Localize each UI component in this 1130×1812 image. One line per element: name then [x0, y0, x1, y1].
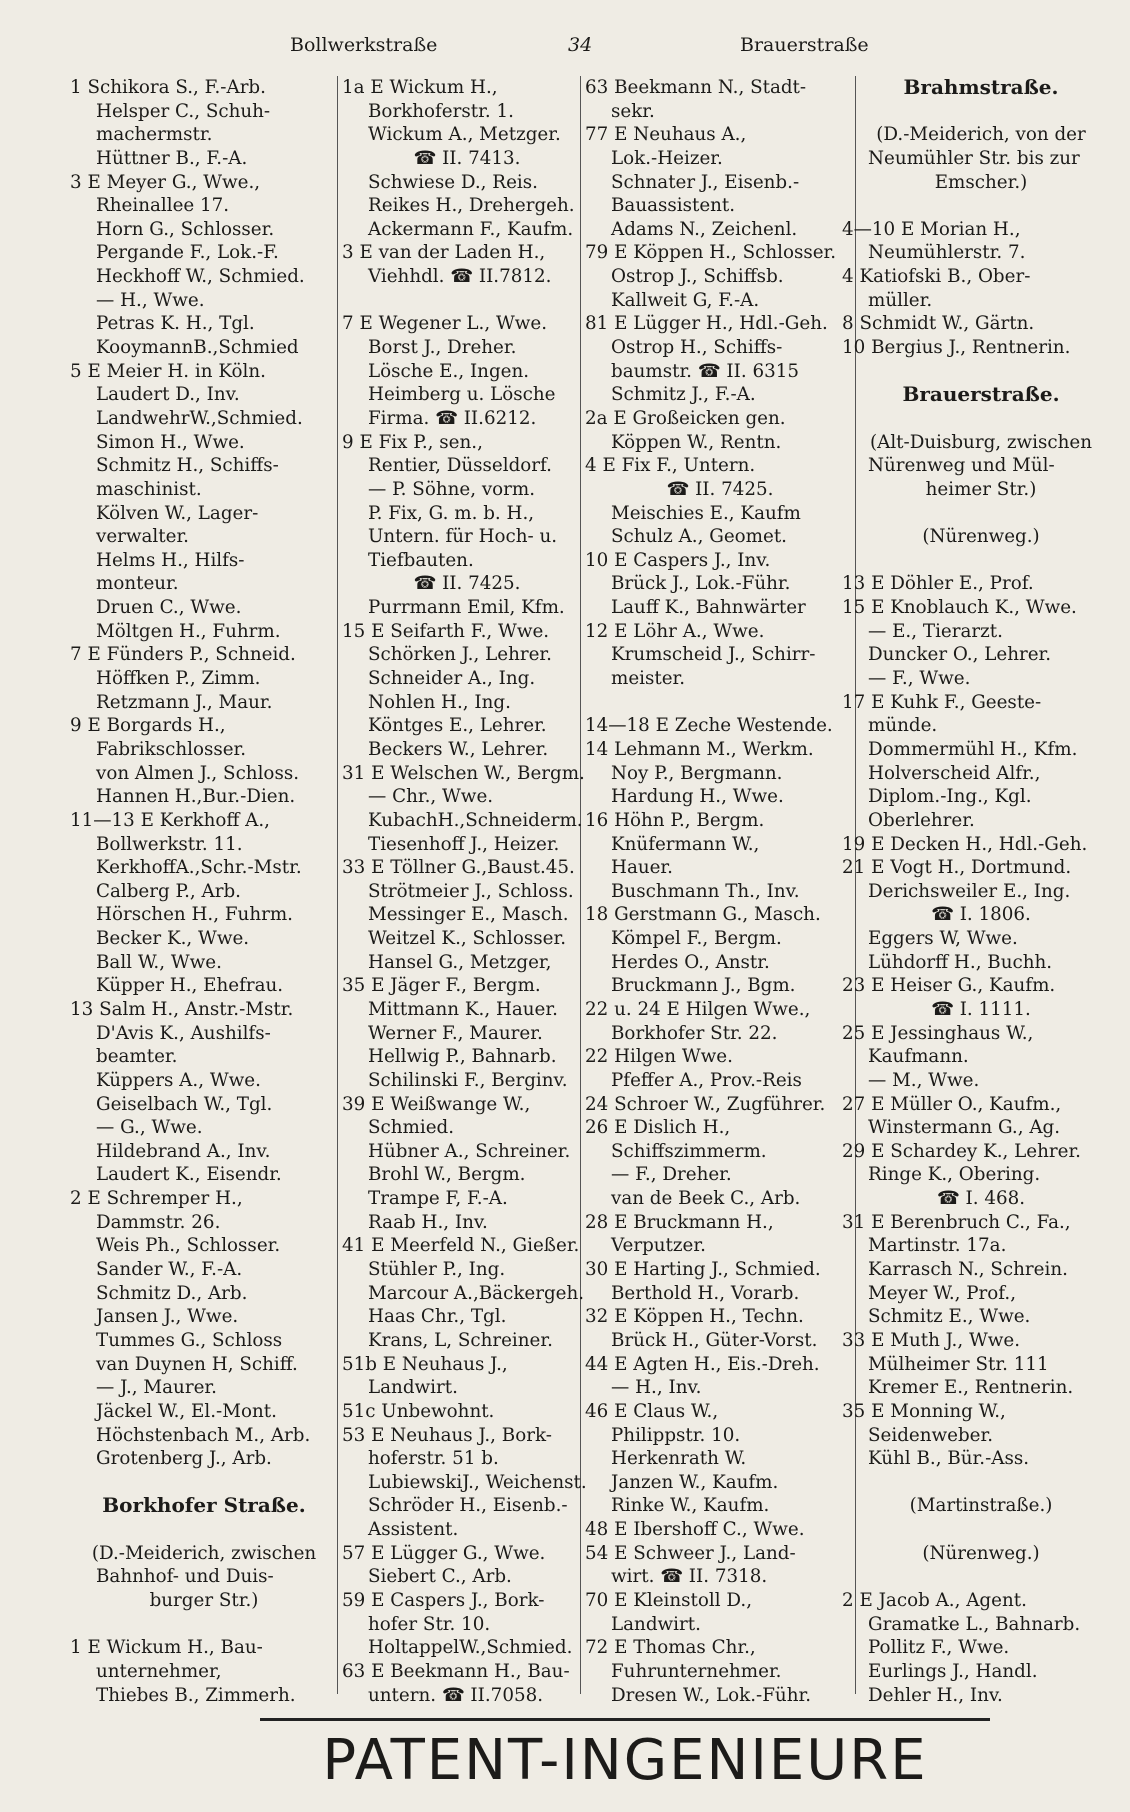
resident-entry: — M., Wwe. — [868, 1069, 980, 1091]
spacer — [842, 1565, 1120, 1589]
street-note: (Martinstraße.) — [909, 1495, 1053, 1517]
house-entry: 63 Beekmann N., Stadt- — [585, 77, 807, 98]
resident-entry: Noy P., Bergmann. — [611, 762, 783, 784]
resident-entry: untern. ☎ II.7058. — [368, 1684, 544, 1706]
resident-entry: monteur. — [96, 573, 179, 595]
resident-entry: LubiewskiJ., Weichenst. — [368, 1471, 587, 1493]
resident-entry: Lühdorff H., Buchh. — [868, 951, 1053, 973]
house-entry: 9 E Fix P., sen., — [342, 431, 483, 453]
resident-entry: Lösche E., Ingen. — [368, 360, 530, 382]
resident-entry: Sander W., F.-A. — [96, 1259, 243, 1281]
resident-entry: Kallweit G, F.-A. — [611, 289, 760, 311]
house-entry: 8 Schmidt W., Gärtn. — [842, 313, 1035, 335]
house-entry: 4 Katiofski B., Ober- — [842, 266, 1031, 288]
page-number: 34 — [568, 34, 593, 56]
resident-entry: Martinstr. 17a. — [868, 1235, 1007, 1257]
house-entry: 24 Schroer W., Zugführer. — [585, 1093, 826, 1115]
resident-entry: Borst J., Dreher. — [368, 337, 517, 359]
resident-entry: von Almen J., Schloss. — [96, 762, 300, 784]
resident-entry: — H., Inv. — [611, 1377, 702, 1399]
resident-entry: Meischies E., Kaufm — [611, 502, 801, 524]
resident-entry: Stühler P., Ing. — [368, 1259, 506, 1281]
house-entry: 35 E Monning W., — [842, 1400, 1006, 1422]
house-entry: 33 E Töllner G.,Baust.45. — [342, 857, 575, 879]
resident-entry: Ball W., Wwe. — [96, 951, 222, 973]
resident-entry: Helms H., Hilfs- — [96, 549, 245, 571]
house-entry: 16 Höhn P., Bergm. — [585, 809, 765, 831]
house-entry: 53 E Neuhaus J., Bork- — [342, 1424, 552, 1446]
resident-entry: Dresen W., Lok.-Führ. — [611, 1684, 812, 1706]
house-entry: 25 E Jessinghaus W., — [842, 1022, 1034, 1044]
house-entry: 3 E Meyer G., Wwe., — [70, 171, 261, 193]
resident-entry: Janzen W., Kaufm. — [611, 1471, 779, 1493]
resident-entry: Verputzer. — [611, 1235, 706, 1257]
resident-entry: Nürenweg und Mül- — [868, 455, 1055, 477]
resident-entry: Landwirt. — [611, 1613, 701, 1635]
resident-entry: Trampe F, F.-A. — [368, 1188, 508, 1210]
resident-entry: Geiselbach W., Tgl. — [96, 1093, 273, 1115]
resident-entry: Kühl B., Bür.-Ass. — [868, 1448, 1030, 1470]
resident-entry: Raab H., Inv. — [368, 1211, 488, 1233]
resident-entry: unternehmer, — [96, 1660, 222, 1682]
resident-entry: Fabrikschlosser. — [96, 738, 247, 760]
resident-entry: Hörschen H., Fuhrm. — [96, 904, 293, 926]
resident-entry: Eurlings J., Handl. — [868, 1660, 1038, 1682]
resident-entry: Hannen H.,Bur.-Dien. — [96, 786, 296, 808]
resident-entry: Ostrop J., Schiffsb. — [611, 266, 784, 288]
resident-entry: Hardung H., Wwe. — [611, 786, 784, 808]
resident-entry: Lauff K., Bahnwärter — [611, 597, 806, 619]
resident-entry: Reikes H., Drehergeh. — [368, 195, 575, 217]
resident-entry: van Duynen H, Schiff. — [96, 1353, 298, 1375]
house-entry: 30 E Harting J., Schmied. — [585, 1259, 821, 1281]
street-note: (D.-Meiderich, von der — [876, 124, 1086, 146]
house-entry: 1a E Wickum H., — [342, 77, 498, 98]
house-entry: 7 E Wegener L., Wwe. — [342, 313, 548, 335]
resident-entry: Bahnhof- und Duis- — [96, 1566, 274, 1588]
resident-entry: Schörken J., Lehrer. — [368, 644, 552, 666]
house-entry: 13 Salm H., Anstr.-Mstr. — [70, 998, 294, 1020]
resident-entry: LandwehrW.,Schmied. — [96, 407, 303, 429]
house-entry: 1 E Wickum H., Bau- — [70, 1637, 263, 1659]
resident-entry: münde. — [868, 715, 938, 737]
resident-entry: machermstr. — [96, 124, 213, 146]
resident-entry: P. Fix, G. m. b. H., — [368, 502, 535, 524]
street-note: (Nürenweg.) — [922, 526, 1040, 548]
resident-entry: Fuhrunternehmer. — [611, 1660, 782, 1682]
resident-entry: Kaufmann. — [868, 1046, 969, 1068]
resident-entry: Wickum A., Metzger. — [368, 124, 561, 146]
resident-entry: Nohlen H., Ing. — [368, 691, 511, 713]
resident-entry: Pfeffer A., Prov.-Reis — [611, 1069, 802, 1091]
resident-entry: Helsper C., Schuh- — [96, 100, 271, 122]
resident-entry: Schneider A., Ing. — [368, 668, 536, 690]
street-heading: Brahmstraße. — [903, 76, 1059, 99]
house-entry: 3 E van der Laden H., — [342, 242, 546, 264]
resident-entry: Petras K. H., Tgl. — [96, 313, 255, 335]
resident-entry: Assistent. — [368, 1519, 459, 1541]
resident-entry: Kölven W., Lager- — [96, 502, 259, 524]
house-entry: 18 Gerstmann G., Masch. — [585, 904, 821, 926]
house-entry: 10 Bergius J., Rentnerin. — [842, 337, 1071, 359]
resident-entry: Meyer W., Prof., — [868, 1282, 1017, 1304]
resident-entry: Pollitz F., Wwe. — [868, 1637, 1010, 1659]
resident-entry: Küppers A., Wwe. — [96, 1069, 261, 1091]
resident-entry: Firma. ☎ II.6212. — [368, 407, 537, 429]
resident-entry: Untern. für Hoch- u. — [368, 526, 558, 548]
resident-entry: Köntges E., Lehrer. — [368, 715, 547, 737]
resident-entry: Kömpel F., Bergm. — [611, 928, 782, 950]
telephone-entry: ☎ I. 1806. — [931, 904, 1031, 926]
house-entry: 4 E Fix F., Untern. — [585, 455, 756, 477]
house-entry: 13 E Döhler E., Prof. — [842, 573, 1034, 595]
resident-entry: baumstr. ☎ II. 6315 — [611, 360, 799, 382]
resident-entry: Berthold H., Vorarb. — [611, 1282, 800, 1304]
telephone-entry: ☎ II. 7413. — [413, 147, 521, 169]
resident-entry: beamter. — [96, 1046, 178, 1068]
house-entry: 72 E Thomas Chr., — [585, 1637, 756, 1659]
resident-entry: Dehler H., Inv. — [868, 1684, 1003, 1706]
resident-entry: Köppen W., Rentn. — [611, 431, 782, 453]
resident-entry: Rinke W., Kaufm. — [611, 1495, 770, 1517]
resident-entry: Rheinallee 17. — [96, 195, 230, 217]
resident-entry: Buschmann Th., Inv. — [611, 880, 800, 902]
resident-entry: Brohl W., Bergm. — [368, 1164, 526, 1186]
house-entry: 33 E Muth J., Wwe. — [842, 1329, 1021, 1351]
resident-entry: Duncker O., Lehrer. — [868, 644, 1052, 666]
street-heading: Brauerstraße. — [902, 382, 1060, 407]
resident-entry: wirt. ☎ II. 7318. — [611, 1566, 768, 1588]
resident-entry: Brück H., Güter-Vorst. — [611, 1329, 818, 1351]
resident-entry: Werner F., Maurer. — [368, 1022, 543, 1044]
resident-entry: van de Beek C., Arb. — [611, 1188, 801, 1210]
resident-entry: — F., Wwe. — [868, 668, 971, 690]
resident-entry: hofer Str. 10. — [368, 1613, 491, 1635]
resident-entry: Herkenrath W. — [611, 1448, 747, 1470]
street-note: (Nürenweg.) — [922, 1542, 1040, 1564]
house-entry: 70 E Kleinstoll D., — [585, 1590, 753, 1611]
resident-entry: Schmitz H., Schiffs- — [96, 455, 279, 477]
house-entry: 12 E Löhr A., Wwe. — [585, 620, 765, 642]
house-entry: 48 E Ibershoff C., Wwe. — [585, 1519, 805, 1541]
house-entry: 5 E Meier H. in Köln. — [70, 360, 266, 382]
street-heading: Borkhofer Straße. — [102, 1493, 306, 1518]
column-1 — [70, 76, 338, 1707]
house-entry: 32 E Köppen H., Techn. — [585, 1306, 804, 1328]
house-entry: 81 E Lügger H., Hdl.-Geh. — [585, 313, 828, 335]
house-entry: 27 E Müller O., Kaufm., — [842, 1093, 1062, 1115]
house-entry: 41 E Meerfeld N., Gießer. — [342, 1235, 580, 1257]
spacer — [842, 360, 1120, 384]
house-entry: 1 Schikora S., F.-Arb. — [70, 77, 266, 98]
resident-entry: Heimberg u. Lösche — [368, 384, 556, 406]
resident-entry: Karrasch N., Schrein. — [868, 1259, 1068, 1281]
resident-entry: Weis Ph., Schlosser. — [96, 1235, 281, 1257]
telephone-entry: ☎ II. 7425. — [666, 478, 774, 500]
resident-entry: — H., Wwe. — [96, 289, 205, 311]
house-entry: 2 E Jacob A., Agent. — [842, 1590, 1027, 1611]
resident-entry: Viehhdl. ☎ II.7812. — [368, 266, 552, 288]
house-entry: 59 E Caspers J., Bork- — [342, 1590, 545, 1611]
resident-entry: Bruckmann J., Bgm. — [611, 975, 796, 997]
spacer — [842, 502, 1120, 526]
house-entry: 15 E Seifarth F., Wwe. — [342, 620, 550, 642]
resident-entry: Calberg P., Arb. — [96, 880, 241, 902]
resident-entry: Becker K., Wwe. — [96, 928, 250, 950]
house-entry: 19 E Decken H., Hdl.-Geh. — [842, 833, 1088, 855]
resident-entry: Landwirt. — [368, 1377, 458, 1399]
house-entry: 23 E Heiser G., Kaufm. — [842, 975, 1056, 997]
resident-entry: maschinist. — [96, 478, 202, 500]
resident-entry: Derichsweiler E., Ing. — [868, 880, 1071, 902]
resident-entry: HoltappelW.,Schmied. — [368, 1637, 573, 1659]
resident-entry: Hauer. — [611, 857, 673, 879]
resident-entry: Laudert D., Inv. — [96, 384, 240, 406]
street-note: (D.-Meiderich, zwischen — [91, 1542, 317, 1564]
resident-entry: Tummes G., Schloss — [96, 1329, 283, 1351]
resident-entry: Gramatke L., Bahnarb. — [868, 1613, 1081, 1635]
house-entry: 4—10 E Morian H., — [842, 218, 1021, 240]
resident-entry: Borkhofer Str. 22. — [611, 1022, 778, 1044]
resident-entry: hoferstr. 51 b. — [368, 1448, 499, 1470]
resident-entry: Herdes O., Anstr. — [611, 951, 770, 973]
resident-entry: — F., Dreher. — [611, 1164, 732, 1186]
street-note: Emscher.) — [934, 171, 1028, 193]
page-header — [60, 28, 1080, 68]
resident-entry: Adams N., Zeichenl. — [611, 218, 798, 240]
house-entry: 51c Unbewohnt. — [342, 1400, 495, 1422]
resident-entry: Schulz A., Geomet. — [611, 526, 787, 548]
resident-entry: Neumühler Str. bis zur — [868, 147, 1080, 169]
house-entry: 15 E Knoblauch K., Wwe. — [842, 597, 1077, 619]
resident-entry: Horn G., Schlosser. — [96, 218, 275, 240]
resident-entry: Siebert C., Arb. — [368, 1566, 512, 1588]
resident-entry: Philippstr. 10. — [611, 1424, 741, 1446]
resident-entry: Haas Chr., Tgl. — [368, 1306, 507, 1328]
resident-entry: Messinger E., Masch. — [368, 904, 569, 926]
resident-entry: KooymannB.,Schmied — [96, 337, 299, 359]
house-entry: 22 u. 24 E Hilgen Wwe., — [585, 998, 811, 1020]
resident-entry: Höchstenbach M., Arb. — [96, 1424, 311, 1446]
resident-entry: Brück J., Lok.-Führ. — [611, 573, 791, 595]
resident-entry: Küpper H., Ehefrau. — [96, 975, 284, 997]
footer-banner: PATENT-INGENIEURE — [260, 1718, 990, 1793]
resident-entry: Purrmann Emil, Kfm. — [368, 597, 565, 619]
spacer — [842, 407, 1120, 431]
resident-entry: Möltgen H., Fuhrm. — [96, 620, 281, 642]
resident-entry: sekr. — [611, 100, 655, 122]
resident-entry: Borkhoferstr. 1. — [368, 100, 514, 122]
resident-entry: — P. Söhne, vorm. — [368, 478, 536, 500]
resident-entry: Hüttner B., F.-A. — [96, 147, 248, 169]
column-2 — [342, 76, 592, 1707]
street-note: (Alt-Duisburg, zwischen — [869, 431, 1093, 453]
house-entry: 54 E Schweer J., Land- — [585, 1542, 796, 1564]
resident-entry: — E., Tierarzt. — [868, 620, 1003, 642]
resident-entry: Diplom.-Ing., Kgl. — [868, 786, 1032, 808]
resident-entry: Schröder H., Eisenb.- — [368, 1495, 568, 1517]
resident-entry: Jäckel W., El.-Mont. — [96, 1400, 277, 1422]
resident-entry: Schnater J., Eisenb.- — [611, 171, 800, 193]
resident-entry: Neumühlerstr. 7. — [868, 242, 1026, 264]
resident-entry: Simon H., Wwe. — [96, 431, 245, 453]
house-entry: 14 Lehmann M., Werkm. — [585, 738, 814, 760]
resident-entry: Kremer E., Rentnerin. — [868, 1377, 1074, 1399]
house-entry: 17 E Kuhk F., Geeste- — [842, 691, 1042, 713]
house-entry: 31 E Welschen W., Bergm. — [342, 762, 585, 784]
house-entry: 29 E Schardey K., Lehrer. — [842, 1140, 1081, 1162]
resident-entry: Weitzel K., Schlosser. — [368, 928, 567, 950]
spacer — [70, 1518, 338, 1542]
resident-entry: Dammstr. 26. — [96, 1211, 221, 1233]
spacer — [342, 289, 592, 313]
resident-entry: Tiefbauten. — [368, 549, 474, 571]
house-entry: 14—18 E Zeche Westende. — [585, 715, 833, 737]
resident-entry: Druen C., Wwe. — [96, 597, 242, 619]
spacer — [842, 1518, 1120, 1542]
telephone-entry: ☎ I. 1111. — [931, 998, 1031, 1020]
resident-entry: Pergande F., Lok.-F. — [96, 242, 279, 264]
resident-entry: Hansel G., Metzger, — [368, 951, 552, 973]
resident-entry: Knüfermann W., — [611, 833, 760, 855]
street-note: burger Str.) — [149, 1590, 259, 1611]
resident-entry: Höffken P., Zimm. — [96, 668, 261, 690]
house-entry: 2 E Schremper H., — [70, 1188, 243, 1210]
house-entry: 26 E Dislich H., — [585, 1117, 731, 1139]
house-entry: 79 E Köppen H., Schlosser. — [585, 242, 837, 264]
resident-entry: Schmitz E., Wwe. — [868, 1306, 1031, 1328]
resident-entry: Ackermann F., Kaufm. — [368, 218, 574, 240]
resident-entry: Krans, L, Schreiner. — [368, 1329, 553, 1351]
resident-entry: Beckers W., Lehrer. — [368, 738, 549, 760]
house-entry: 44 E Agten H., Eis.-Dreh. — [585, 1353, 820, 1375]
resident-entry: müller. — [868, 289, 933, 311]
resident-entry: Bollwerkstr. 11. — [96, 833, 243, 855]
resident-entry: Schmied. — [368, 1117, 455, 1139]
resident-entry: Schmitz J., F.-A. — [611, 384, 756, 406]
resident-entry: Hellwig P., Bahnarb. — [368, 1046, 557, 1068]
spacer — [842, 1471, 1120, 1495]
house-entry: 39 E Weißwange W., — [342, 1093, 531, 1115]
resident-entry: Oberlehrer. — [868, 809, 975, 831]
resident-entry: Mülheimer Str. 111 — [868, 1353, 1049, 1375]
house-entry: 51b E Neuhaus J., — [342, 1353, 508, 1375]
house-entry: 31 E Berenbruch C., Fa., — [842, 1211, 1071, 1233]
resident-entry: — G., Wwe. — [96, 1117, 203, 1139]
column-4 — [842, 76, 1120, 1707]
resident-entry: meister. — [611, 668, 686, 690]
resident-entry: Dommermühl H., Kfm. — [868, 738, 1078, 760]
resident-entry: Krumscheid J., Schirr- — [611, 644, 816, 666]
house-entry: 57 E Lügger G., Wwe. — [342, 1542, 546, 1564]
house-entry: 28 E Bruckmann H., — [585, 1211, 774, 1233]
telephone-entry: ☎ II. 7425. — [413, 573, 521, 595]
resident-entry: D'Avis K., Aushilfs- — [96, 1022, 271, 1044]
house-entry: 35 E Jäger F., Bergm. — [342, 975, 541, 997]
resident-entry: Seidenweber. — [868, 1424, 994, 1446]
resident-entry: Schmitz D., Arb. — [96, 1282, 248, 1304]
resident-entry: Holverscheid Alfr., — [868, 762, 1041, 784]
resident-entry: Strötmeier J., Schloss. — [368, 880, 574, 902]
resident-entry: Jansen J., Wwe. — [96, 1306, 239, 1328]
resident-entry: Eggers W, Wwe. — [868, 928, 1018, 950]
resident-entry: Mittmann K., Hauer. — [368, 998, 558, 1020]
resident-entry: — J., Maurer. — [96, 1377, 217, 1399]
house-entry: 9 E Borgards H., — [70, 715, 226, 737]
resident-entry: Thiebes B., Zimmerh. — [96, 1684, 296, 1706]
house-entry: 46 E Claus W., — [585, 1400, 719, 1422]
resident-entry: Bauassistent. — [611, 195, 736, 217]
column-3 — [585, 76, 855, 1707]
spacer — [70, 1613, 338, 1637]
house-entry: 2a E Großeicken gen. — [585, 407, 786, 429]
resident-entry: Ringe K., Obering. — [868, 1164, 1041, 1186]
house-entry: 22 Hilgen Wwe. — [585, 1046, 733, 1068]
resident-entry: verwalter. — [96, 526, 189, 548]
header-street-left: Bollwerkstraße — [290, 34, 438, 56]
resident-entry: KerkhoffA.,Schr.-Mstr. — [96, 857, 302, 879]
resident-entry: Rentier, Düsseldorf. — [368, 455, 552, 477]
spacer — [70, 1471, 338, 1495]
street-note: heimer Str.) — [925, 478, 1037, 500]
resident-entry: Schilinski F., Berginv. — [368, 1069, 568, 1091]
resident-entry: Hildebrand A., Inv. — [96, 1140, 271, 1162]
house-entry: 63 E Beekmann H., Bau- — [342, 1660, 570, 1682]
house-entry: 11—13 E Kerkhoff A., — [70, 809, 270, 831]
spacer — [842, 549, 1120, 573]
spacer — [585, 691, 855, 715]
house-entry: 21 E Vogt H., Dortmund. — [842, 857, 1072, 879]
telephone-entry: ☎ I. 468. — [936, 1188, 1026, 1210]
resident-entry: Ostrop H., Schiffs- — [611, 337, 783, 359]
resident-entry: Laudert K., Eisendr. — [96, 1164, 282, 1186]
house-entry: 7 E Fünders P., Schneid. — [70, 644, 296, 666]
spacer — [842, 194, 1120, 218]
header-street-right: Brauerstraße — [740, 34, 869, 56]
resident-entry: Marcour A.,Bäckergeh. — [368, 1282, 585, 1304]
resident-entry: Lok.-Heizer. — [611, 147, 723, 169]
resident-entry: — Chr., Wwe. — [368, 786, 494, 808]
house-entry: 10 E Caspers J., Inv. — [585, 549, 771, 571]
spacer — [842, 100, 1120, 124]
house-entry: 77 E Neuhaus A., — [585, 124, 747, 146]
resident-entry: Grotenberg J., Arb. — [96, 1448, 272, 1470]
resident-entry: Retzmann J., Maur. — [96, 691, 273, 713]
resident-entry: KubachH.,Schneiderm. — [368, 809, 583, 831]
resident-entry: Heckhoff W., Schmied. — [96, 266, 305, 288]
resident-entry: Schwiese D., Reis. — [368, 171, 538, 193]
resident-entry: Hübner A., Schreiner. — [368, 1140, 571, 1162]
resident-entry: Winstermann G., Ag. — [868, 1117, 1061, 1139]
resident-entry: Tiesenhoff J., Heizer. — [368, 833, 560, 855]
resident-entry: Schiffszimmerm. — [611, 1140, 767, 1162]
